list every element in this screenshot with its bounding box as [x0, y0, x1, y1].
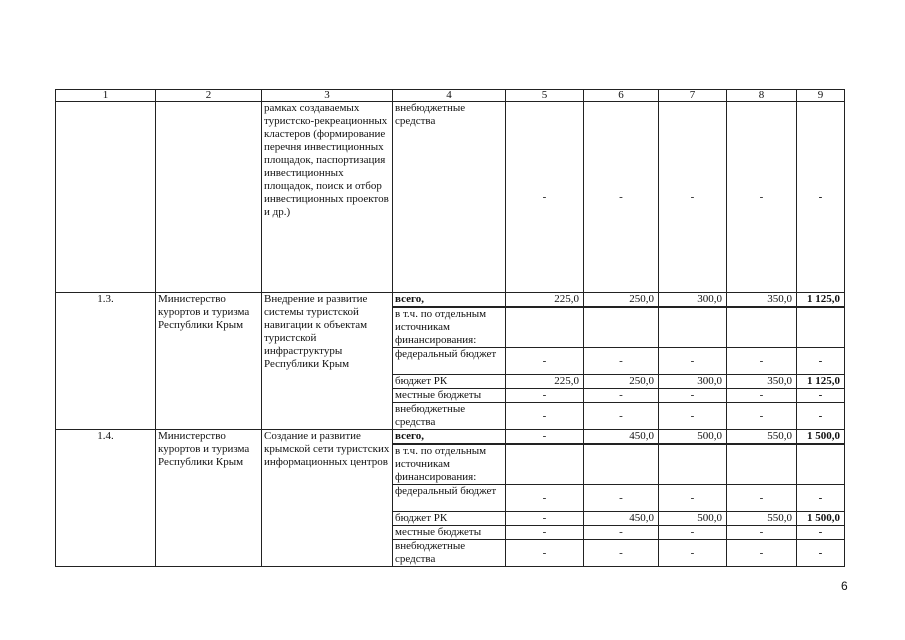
- cell-value: -: [506, 389, 584, 403]
- cell-value: -: [584, 485, 659, 512]
- cell-value: -: [659, 389, 727, 403]
- cell-value: -: [797, 102, 845, 293]
- cell-value: 350,0: [727, 293, 797, 308]
- cell-value: -: [797, 389, 845, 403]
- cell-value: -: [506, 348, 584, 375]
- page-number: 6: [841, 579, 848, 593]
- source-label: внебюджетные средства: [393, 540, 506, 567]
- table-row: [56, 430, 845, 445]
- cell-value: 300,0: [659, 293, 727, 308]
- cell-value: -: [727, 102, 797, 293]
- cell-value: -: [727, 540, 797, 567]
- cell-value: -: [797, 526, 845, 540]
- cell-value: -: [727, 348, 797, 375]
- cell-value: [584, 444, 659, 485]
- cell-num: [56, 102, 156, 293]
- cell-value: 450,0: [584, 430, 659, 445]
- cell-value: 500,0: [659, 512, 727, 526]
- cell-value: 500,0: [659, 430, 727, 445]
- header-cell: 1: [56, 90, 156, 102]
- source-label: федеральный бюджет: [393, 348, 506, 375]
- measure-description: Создание и развитие крымской сети туристских информационных центров: [262, 430, 393, 567]
- cell-value: -: [659, 526, 727, 540]
- cell-value: -: [797, 540, 845, 567]
- header-cell: 5: [506, 90, 584, 102]
- row-number: 1.4.: [56, 430, 156, 567]
- cell-value: 550,0: [727, 512, 797, 526]
- table-row: [56, 293, 845, 308]
- cell-value: -: [584, 348, 659, 375]
- source-label: внебюджетные средства: [393, 403, 506, 430]
- cell-value: -: [727, 485, 797, 512]
- cell-value: 250,0: [584, 375, 659, 389]
- cell-value: -: [727, 389, 797, 403]
- cell-value: -: [659, 403, 727, 430]
- cell-org: [156, 102, 262, 293]
- cell-value: [797, 307, 845, 348]
- cell-value: -: [727, 526, 797, 540]
- cell-value: 1 125,0: [797, 293, 845, 308]
- source-label: местные бюджеты: [393, 389, 506, 403]
- source-label: в т.ч. по отдельным источникам финансирования:: [393, 307, 506, 348]
- cell-value: -: [584, 403, 659, 430]
- cell-value: 250,0: [584, 293, 659, 308]
- source-label: всего,: [393, 430, 506, 445]
- header-cell: 6: [584, 90, 659, 102]
- cell-value: -: [659, 485, 727, 512]
- cell-value: -: [797, 348, 845, 375]
- cell-value: -: [584, 389, 659, 403]
- financing-table: [55, 89, 845, 567]
- cell-value: -: [584, 540, 659, 567]
- cell-value: -: [584, 526, 659, 540]
- row-number: 1.3.: [56, 293, 156, 430]
- header-cell: 4: [393, 90, 506, 102]
- responsible-org: Министерство курортов и туризма Республики Крым: [156, 430, 262, 567]
- header-cell: 2: [156, 90, 262, 102]
- cell-value: -: [506, 485, 584, 512]
- cell-value: 300,0: [659, 375, 727, 389]
- cell-value: 1 125,0: [797, 375, 845, 389]
- cell-value: -: [797, 403, 845, 430]
- cell-value: -: [584, 102, 659, 293]
- cell-value: [659, 307, 727, 348]
- header-cell: 7: [659, 90, 727, 102]
- cell-value: 1 500,0: [797, 512, 845, 526]
- cell-value: -: [506, 102, 584, 293]
- cell-value: -: [659, 540, 727, 567]
- source-label: бюджет РК: [393, 512, 506, 526]
- cell-value: -: [506, 526, 584, 540]
- cell-value: -: [506, 403, 584, 430]
- cell-value: -: [506, 512, 584, 526]
- cell-value: 225,0: [506, 375, 584, 389]
- responsible-org: Министерство курортов и туризма Республики Крым: [156, 293, 262, 430]
- header-cell: 9: [797, 90, 845, 102]
- cell-value: [506, 444, 584, 485]
- cell-value: [659, 444, 727, 485]
- cell-value: -: [797, 485, 845, 512]
- cell-value: 550,0: [727, 430, 797, 445]
- header-cell: 3: [262, 90, 393, 102]
- cell-value: [797, 444, 845, 485]
- cell-value: -: [659, 348, 727, 375]
- source-label: всего,: [393, 293, 506, 308]
- cell-value: -: [659, 102, 727, 293]
- cell-value: [584, 307, 659, 348]
- cell-value: -: [506, 430, 584, 445]
- source-label: бюджет РК: [393, 375, 506, 389]
- table-row: [56, 102, 845, 293]
- cell-value: [727, 444, 797, 485]
- cell-value: -: [506, 540, 584, 567]
- source-label: в т.ч. по отдельным источникам финансирования:: [393, 444, 506, 485]
- cell-value: [727, 307, 797, 348]
- cell-source: внебюджетные средства: [393, 102, 506, 293]
- cell-value: 1 500,0: [797, 430, 845, 445]
- cell-value: 350,0: [727, 375, 797, 389]
- source-label: местные бюджеты: [393, 526, 506, 540]
- source-label: федеральный бюджет: [393, 485, 506, 512]
- cell-desc: рамках создаваемых туристско-рекреационных кластеров (формирование перечня инвестиционных площадок, паспортизация инвестиционных площадок, поиск и отбор инвестиционных проектов и др.): [262, 102, 393, 293]
- cell-value: -: [727, 403, 797, 430]
- header-row: [56, 90, 845, 102]
- cell-value: 225,0: [506, 293, 584, 308]
- header-cell: 8: [727, 90, 797, 102]
- cell-value: [506, 307, 584, 348]
- measure-description: Внедрение и развитие системы туристской навигации к объектам туристской инфраструктуры Республики Крым: [262, 293, 393, 430]
- cell-value: 450,0: [584, 512, 659, 526]
